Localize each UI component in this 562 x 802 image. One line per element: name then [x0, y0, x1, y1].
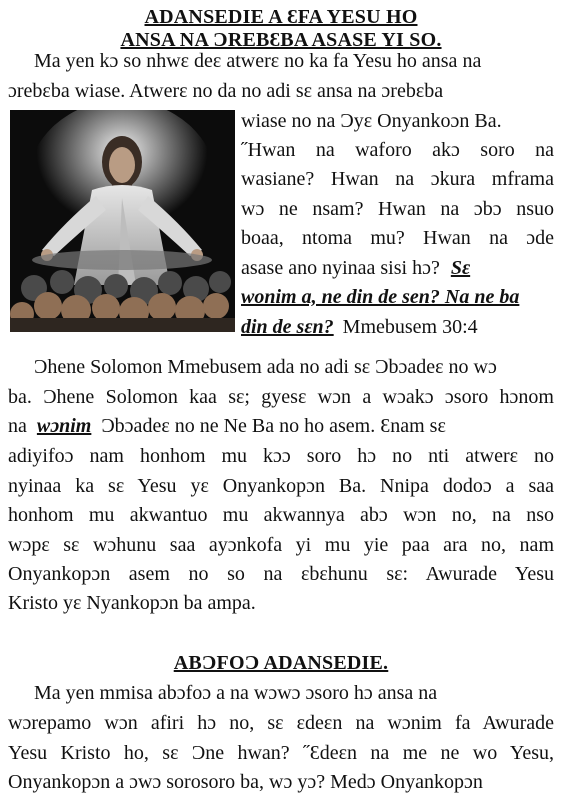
s2-line-4: adiyifoɔ nam honhom mu kɔɔ soro hɔ no nti atwerɛ no	[8, 445, 554, 467]
quote-line-last	[241, 314, 478, 340]
body-line-1: Ma yen kɔ so nhwɛ deɛ atwerɛ no ka fa Yesu ho ansa na	[34, 50, 482, 72]
s2-line-2: ba. Ɔhene Solomon kaa sɛ; gyesɛ wɔn a wɔakɔ ɔsoro hɔnom	[8, 386, 554, 408]
heading-line-2: ANSA NA ƆREBƐBA ASASE YI SO.	[120, 29, 442, 51]
s2-line-7: wɔpɛ sɛ wɔhunu saa ayɔnkofa yi mu yie paa ara no, nam	[8, 534, 554, 556]
s2-line-3-post: Ɔbɔadeɛ no ne Ne Ba no ho asem. Ɛnam sɛ	[101, 415, 446, 437]
heading-abofoo: ABƆFOƆ ADANSEDIE.	[173, 652, 389, 674]
quote-part-c: din de sɛn?	[241, 316, 334, 338]
body-line-7: boaa, ntoma mu? Hwan na ɔde	[241, 227, 554, 249]
s3-line-2: wɔrepamo wɔn afiri hɔ no, sɛ ɛdeɛn na wɔnim fa Awurade	[8, 712, 554, 734]
body-line-8	[241, 255, 470, 281]
body-line-8-text: asase ano nyinaa sisi hɔ?	[241, 257, 440, 279]
s3-line-3: Yesu Kristo ho, sɛ Ɔne hwan? ˝Ɛdeɛn na me ne wo Yesu,	[8, 742, 554, 764]
s2-line-1: Ɔhene Solomon Mmebusem ada no adi sɛ Ɔbɔadeɛ no wɔ	[34, 356, 497, 378]
s2-line-5: nyinaa ka sɛ Yesu yɛ Onyankopɔn Ba. Nnipa dodoɔ a saa	[8, 475, 554, 497]
s2-line-9: Kristo yɛ Nyankopɔn ba ampa.	[8, 592, 256, 614]
s2-line-3-pre: na	[8, 415, 27, 437]
quote-part-b: wonim a, ne din de sen? Na ne ba	[241, 286, 520, 308]
body-line-3: wiase no na Ɔyɛ Onyankoɔn Ba.	[241, 110, 502, 132]
s2-line-6: honhom mu akwantuo mu akwannya abɔ wɔn no, na nso	[8, 504, 554, 526]
body-line-4: ˝Hwan na waforo akɔ soro na	[241, 139, 554, 161]
s3-line-4: Onyankopɔn a ɔwɔ sorosoro ba, wɔ yɔ? Medɔ Onyankopɔn	[8, 771, 483, 793]
s3-line-1: Ma yen mmisa abɔfoɔ a na wɔwɔ ɔsoro hɔ ansa na	[34, 682, 438, 704]
quote-part-a: Sɛ	[450, 257, 471, 279]
jesus-image-icon	[10, 110, 235, 332]
body-line-6: wɔ ne nsam? Hwan na ɔbɔ nsuo	[241, 198, 554, 220]
body-line-2: ɔrebɛba wiase. Atwerɛ no da no adi sɛ ansa na ɔrebɛba	[8, 80, 444, 102]
heading-line-1: ADANSEDIE A ƐFA YESU HO	[144, 6, 418, 28]
jesus-illustration	[10, 110, 235, 332]
body-line-5: wasiane? Hwan na ɔkura mframa	[241, 168, 554, 190]
quote-reference: Mmebusem 30:4	[342, 316, 478, 338]
s2-line-8: Onyankopɔn asem no so na ɛbɛhunu sɛ: Awurade Yesu	[8, 563, 554, 585]
s2-line-3	[8, 413, 446, 439]
s2-line-3-emph: wɔnim	[36, 415, 92, 437]
